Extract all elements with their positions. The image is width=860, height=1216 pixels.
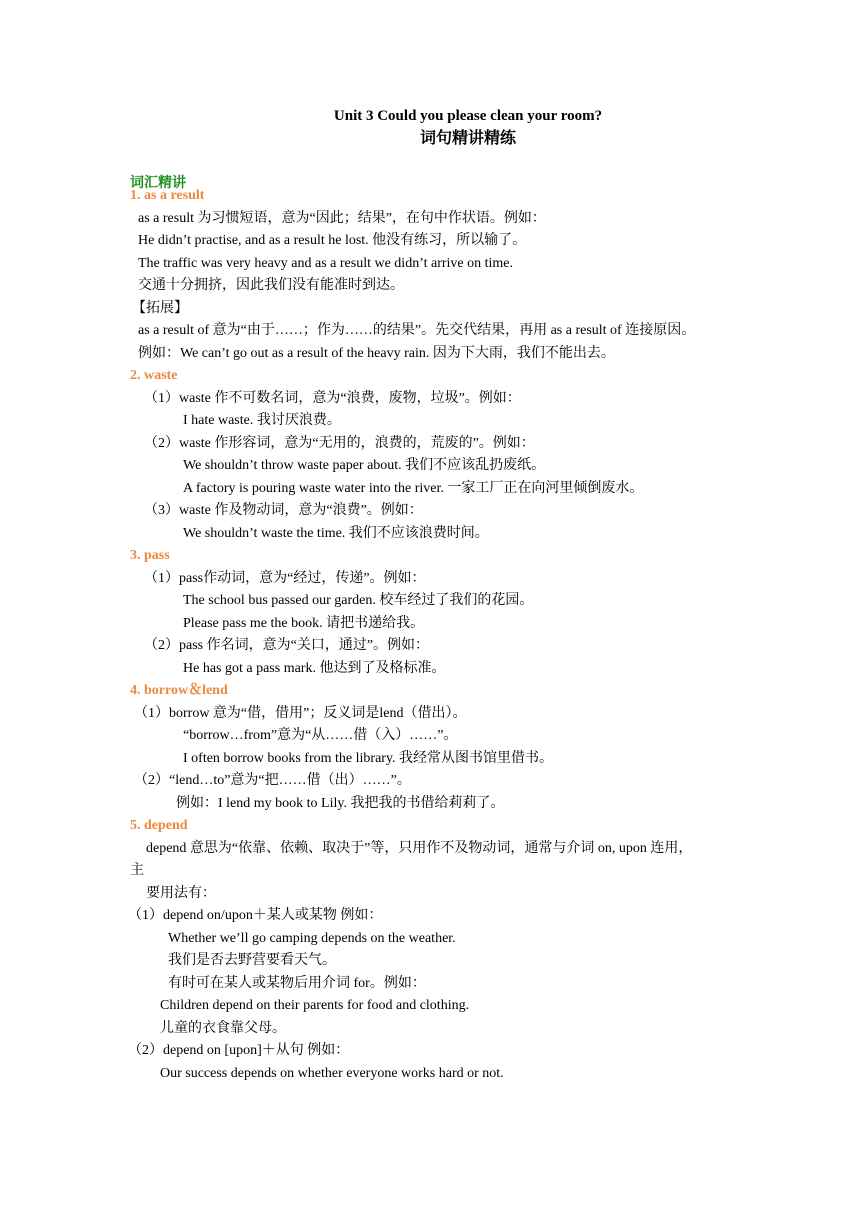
text-line: 例如：I lend my book to Lily. 我把我的书借给莉莉了。 [176,796,505,811]
text-line: （1）pass作动词，意为“经过，传递”。例如： [144,571,426,586]
text-line: 儿童的衣食靠父母。 [160,1021,286,1036]
vocab-heading: 5. depend [130,818,188,833]
text-line: I often borrow books from the library. 我经常从图书馆里借书。 [183,751,554,766]
text-line: （1）borrow 意为“借，借用”；反义词是lend（借出）。 [134,706,467,721]
text-line: （2）pass 作名词，意为“关口，通过”。例如： [144,638,430,653]
text-line: depend 意思为“依靠、依赖、取决于”等，只用作不及物动词，通常与介词 on, upon 连用， [146,841,693,856]
text-line: as a result 为习惯短语，意为“因此；结果”，在句中作状语。例如： [138,211,546,226]
text-line: He has got a pass mark. 他达到了及格标准。 [183,661,446,676]
document-title: Unit 3 Could you please clean your room? [333,108,603,124]
text-line: I hate waste. 我讨厌浪费。 [183,413,341,428]
text-line: 有时可在某人或某物后用介词 for。例如： [168,976,426,991]
text-line: We shouldn’t throw waste paper about. 我们不应该乱扔废纸。 [183,458,546,473]
text-line: 我们是否去野营要看天气。 [168,953,336,968]
text-line: Whether we’ll go camping depends on the weather. [168,931,456,946]
vocab-heading: 4. borrow＆lend [130,683,228,698]
text-line: Children depend on their parents for food and clothing. [160,998,470,1013]
text-line: （2）“lend…to”意为“把……借（出）……”。 [134,773,411,788]
vocab-heading: 3. pass [130,548,170,563]
text-line: 交通十分拥挤，因此我们没有能准时到达。 [138,278,404,293]
text-line: 要用法有： [146,886,216,901]
text-line: Please pass me the book. 请把书递给我。 [183,616,425,631]
text-line: 【拓展】 [132,301,188,316]
text-line: （1）depend on/upon＋某人或某物 例如： [128,908,383,923]
text-line: as a result of 意为“由于……；作为……的结果”。先交代结果，再用 as a result of 连接原因。 [138,323,696,338]
text-line: A factory is pouring waste water into the river. 一家工厂正在向河里倾倒废水。 [183,481,644,496]
text-line: （2）depend on [upon]＋从句 例如： [128,1043,350,1058]
text-line: （3）waste 作及物动词，意为“浪费”。例如： [144,503,423,518]
text-line: He didn’t practise, and as a result he lost. 他没有练习，所以输了。 [138,233,527,248]
vocab-heading: 2. waste [130,368,178,383]
text-line: （2）waste 作形容词，意为“无用的，浪费的，荒废的”。例如： [144,436,535,451]
text-line: 例如：We can’t go out as a result of the heavy rain. 因为下大雨，我们不能出去。 [138,346,615,361]
text-line: “borrow…from”意为“从……借（入）……”。 [183,728,458,743]
text-line: （1）waste 作不可数名词，意为“浪费，废物，垃圾”。例如： [144,391,521,406]
vocab-heading: 1. as a result [130,188,205,203]
text-line: The school bus passed our garden. 校车经过了我们的花园。 [183,593,534,608]
text-line: We shouldn’t waste the time. 我们不应该浪费时间。 [183,526,489,541]
text-line: 主 [130,863,144,878]
document-subtitle: 词句精讲精练 [419,130,516,147]
text-line: The traffic was very heavy and as a result we didn’t arrive on time. [138,256,514,271]
text-line: Our success depends on whether everyone works hard or not. [160,1066,504,1081]
section-heading: 词汇精讲 [130,176,186,191]
